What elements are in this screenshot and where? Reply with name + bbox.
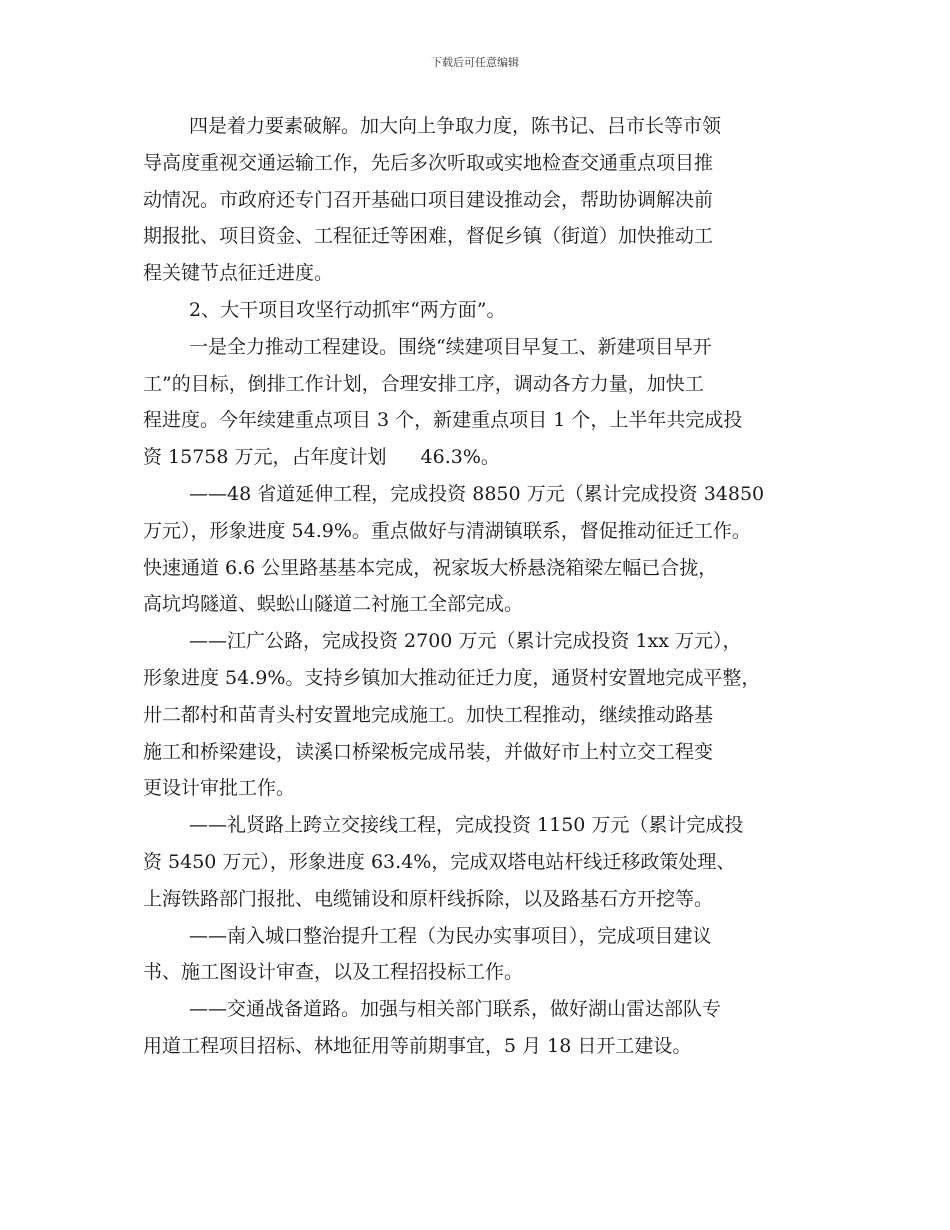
text-line: 动情况。市政府还专门召开基础口项目建设推动会，帮助协调解决前 — [143, 188, 714, 211]
paragraph-project-construction — [143, 329, 833, 476]
text-line: 高坑坞隧道、蜈蚣山隧道二衬施工全部完成。 — [143, 593, 524, 616]
section-heading-two-aspects — [143, 292, 833, 329]
text-line: 程进度。今年续建重点项目 3 个，新建重点项目 1 个，上半年共完成投 — [143, 409, 743, 432]
text-line: 程关键节点征迁进度。 — [143, 262, 334, 285]
text-line: 四是着力要素破解。加大向上争取力度，陈书记、吕市长等市领 — [189, 115, 722, 137]
text-line: 一是全力推动工程建设。围绕“续建项目早复工、新建项目早开 — [189, 335, 712, 358]
paragraph-south-entrance — [143, 918, 833, 992]
text-segment: 资 15758 万元，占年度计划 — [143, 446, 387, 469]
text-line: ——礼贤路上跨立交接线工程，完成投资 1150 万元（累计完成投 — [189, 814, 744, 837]
text-line: 2、大干项目攻坚行动抓牢“两方面”。 — [189, 298, 506, 321]
text-line: 万元），形象进度 54.9%。重点做好与清湖镇联系，督促推动征迁工作。 — [143, 519, 751, 542]
paragraph-resource-breakthrough — [143, 108, 833, 292]
text-line: ——48 省道延伸工程，完成投资 8850 万元（累计完成投资 34850 — [189, 482, 765, 505]
document-body — [143, 108, 833, 1065]
text-line: 期报批、项目资金、工程征迁等困难，督促乡镇（街道）加快推动工 — [143, 225, 714, 248]
paragraph-strategic-road — [143, 991, 833, 1065]
percentage-value: 46.3%。 — [420, 446, 500, 469]
text-line: ——江广公路，完成投资 2700 万元（累计完成投资 1xx 万元）， — [189, 630, 742, 653]
paragraph-provincial-road-48 — [143, 476, 833, 623]
text-line: 书、施工图设计审查，以及工程招投标工作。 — [143, 961, 524, 984]
text-line: 用道工程项目招标、林地征用等前期事宜，5 月 18 日开工建设。 — [143, 1034, 692, 1057]
text-line: 上海铁路部门报批、电缆铺设和原杆线拆除，以及路基石方开挖等。 — [143, 887, 714, 910]
text-line: 导高度重视交通运输工作，先后多次听取或实地检查交通重点项目推 — [143, 151, 714, 174]
paragraph-jiangguang-highway — [143, 623, 833, 807]
page-header: 下载后可任意编辑 — [431, 56, 519, 69]
text-line: 形象进度 54.9%。支持乡镇加大推动征迁力度，通贤村安置地完成平整， — [143, 666, 761, 689]
text-line: ——交通战备道路。加强与相关部门联系，做好湖山雷达部队专 — [189, 998, 722, 1021]
text-line: 快速通道 6.6 公里路基基本完成，祝家坂大桥悬浇箱梁左幅已合拢， — [143, 556, 718, 579]
text-line — [143, 439, 833, 476]
text-line: 工”的目标，倒排工作计划，合理安排工序，调动各方力量，加快工 — [143, 372, 704, 395]
text-line: 更设计审批工作。 — [143, 777, 296, 800]
paragraph-lixian-road — [143, 807, 833, 917]
text-line: 资 5450 万元），形象进度 63.4%，完成双塔电站杆线迁移政策处理、 — [143, 850, 736, 873]
text-line: 施工和桥梁建设，读溪口桥梁板完成吊装，并做好市上村立交工程变 — [143, 740, 714, 763]
text-line: ——南入城口整治提升工程（为民办实事项目），完成项目建议 — [189, 924, 712, 947]
text-line: 卅二都村和苗青头村安置地完成施工。加快工程推动，继续推动路基 — [143, 703, 714, 726]
